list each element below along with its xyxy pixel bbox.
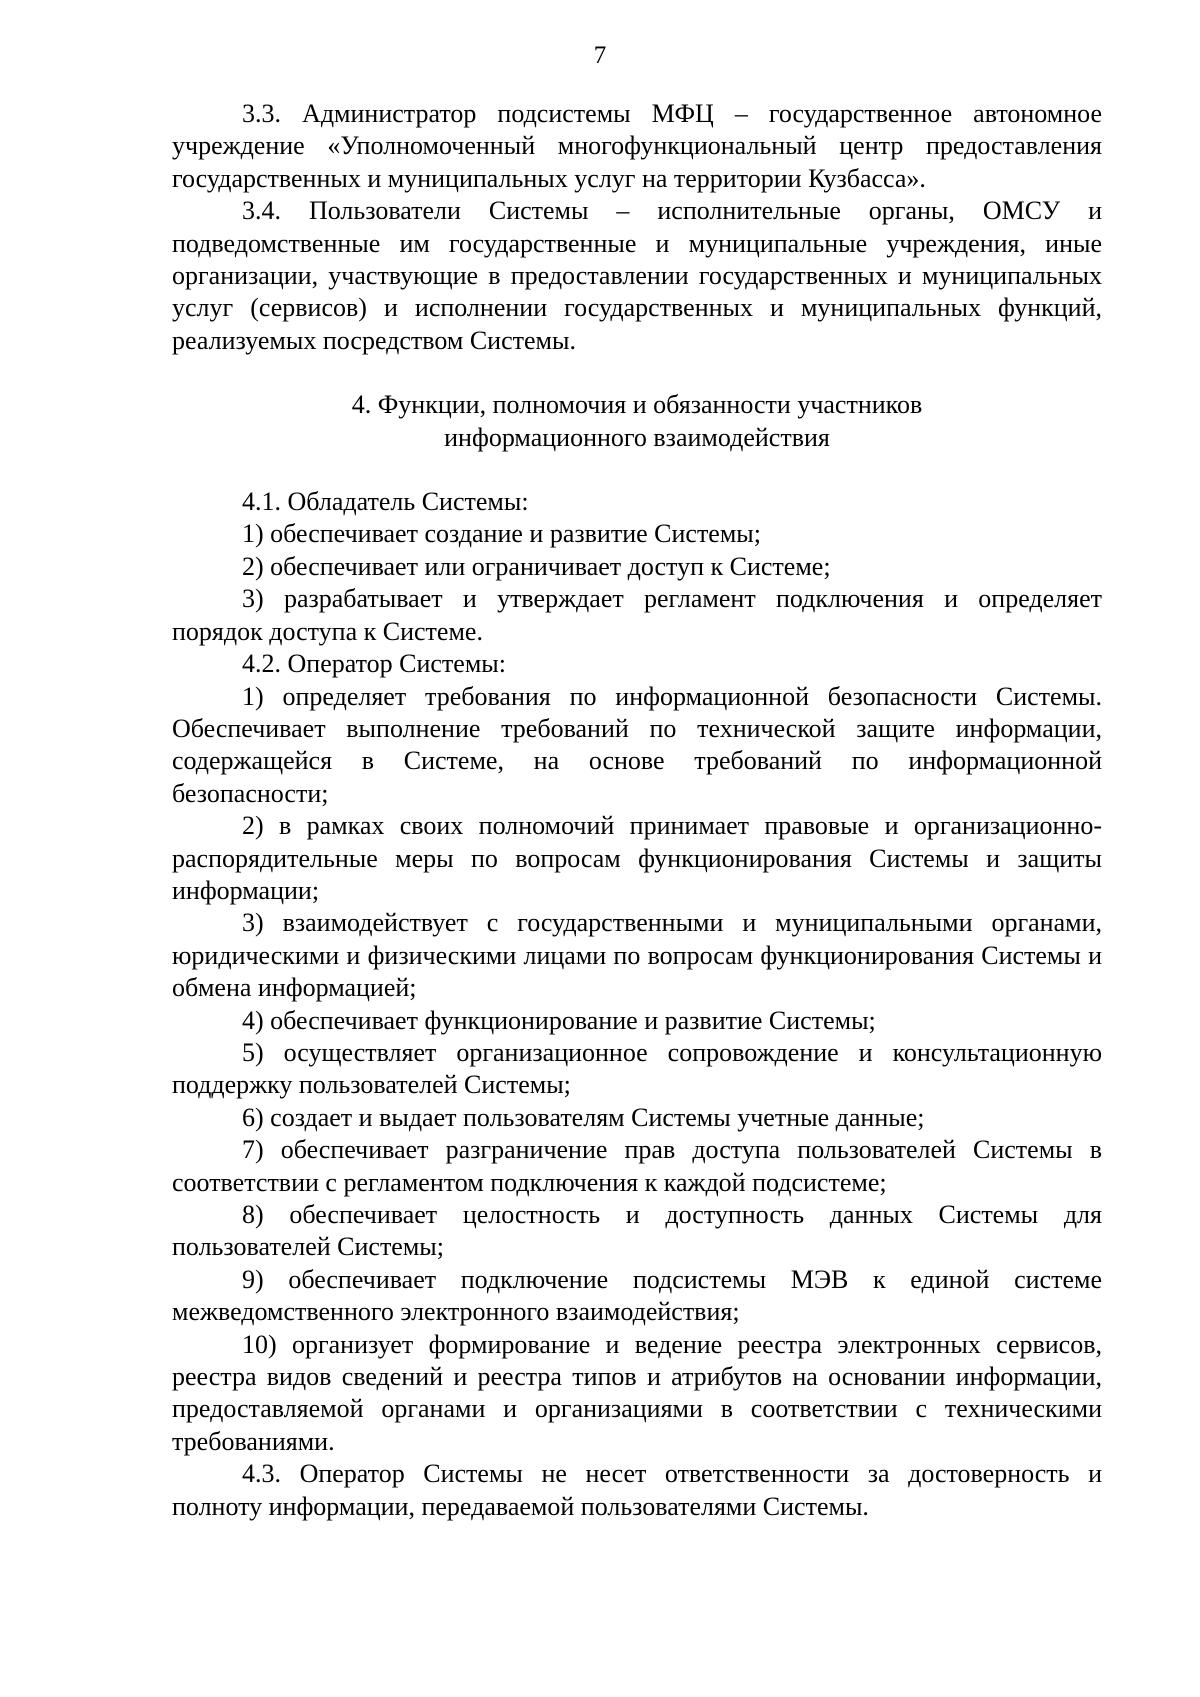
list-item-4-2-1: 1) определяет требования по информационной безопасности Системы. Обеспечивает выполнение требований по технической защите информации, содержащейся в Системе, на основе требований по информационной безопасности; [172, 681, 1102, 808]
list-item-4-2-4: 4) обеспечивает функционирование и развитие Системы; [242, 1005, 876, 1035]
paragraph-3-4: 3.4. Пользователи Системы – исполнительные органы, ОМСУ и подведомственные им государственные и муниципальные учреждения, иные организации, участвующие в предоставлении государственных и муниципальных услуг (сервисов) и исполнении государственных и муниципальных функций, реализуемых посредством Системы. [172, 196, 1102, 355]
page-number: 7 [593, 42, 607, 69]
list-item-4-2-7: 7) обеспечивает разграничение прав доступа пользователей Системы в соответствии с регламентом подключения к каждой подсистеме; [172, 1135, 1102, 1197]
section-heading [172, 389, 1102, 454]
list-item-4-2-3: 3) взаимодействует с государственными и муниципальными органами, юридическими и физическими лицами по вопросам функционирования Системы и обмена информацией; [172, 908, 1102, 1003]
list-item-4-1-3: 3) разрабатывает и утверждает регламент подключения и определяет порядок доступа к Системе. [172, 584, 1102, 646]
paragraph-4-3: 4.3. Оператор Системы не несет ответственности за достоверность и полноту информации, передаваемой пользователями Системы. [172, 1459, 1102, 1521]
list-item-4-2-8: 8) обеспечивает целостность и доступность данных Системы для пользователей Системы; [172, 1200, 1102, 1262]
list-item-4-1-2: 2) обеспечивает или ограничивает доступ к Системе; [242, 551, 831, 581]
paragraph-4-2: 4.2. Оператор Системы: [242, 649, 506, 679]
paragraph-4-1: 4.1. Обладатель Системы: [242, 487, 529, 517]
list-item-4-2-2: 2) в рамках своих полномочий принимает правовые и организационно-распорядительные меры по вопросам функционирования Системы и защиты информации; [172, 811, 1102, 905]
section-heading-line-1: 4. Функции, полномочия и обязанности участников [351, 390, 923, 420]
list-item-4-2-6: 6) создает и выдает пользователям Системы учетные данные; [242, 1102, 925, 1132]
list-item-4-2-5: 5) осуществляет организационное сопровождение и консультационную поддержку пользователей Системы; [172, 1037, 1102, 1100]
list-item-4-2-10: 10) организует формирование и ведение реестра электронных сервисов, реестра видов сведений и реестра типов и атрибутов на основании информации, предоставляемой органами и организациями в соответствии с техническими требованиями. [172, 1329, 1102, 1456]
section-heading-line-2: информационного взаимодействия [444, 422, 830, 452]
list-item-4-2-9: 9) обеспечивает подключение подсистемы МЭВ к единой системе межведомственного электронного взаимодействия; [172, 1264, 1102, 1327]
paragraph-3-3: 3.3. Администратор подсистемы МФЦ – государственное автономное учреждение «Уполномоченный многофункциональный центр предоставления государственных и муниципальных услуг на территории Кузбасса». [172, 99, 1102, 193]
list-item-4-1-1: 1) обеспечивает создание и развитие Системы; [242, 519, 761, 549]
document-body [172, 98, 1102, 1523]
